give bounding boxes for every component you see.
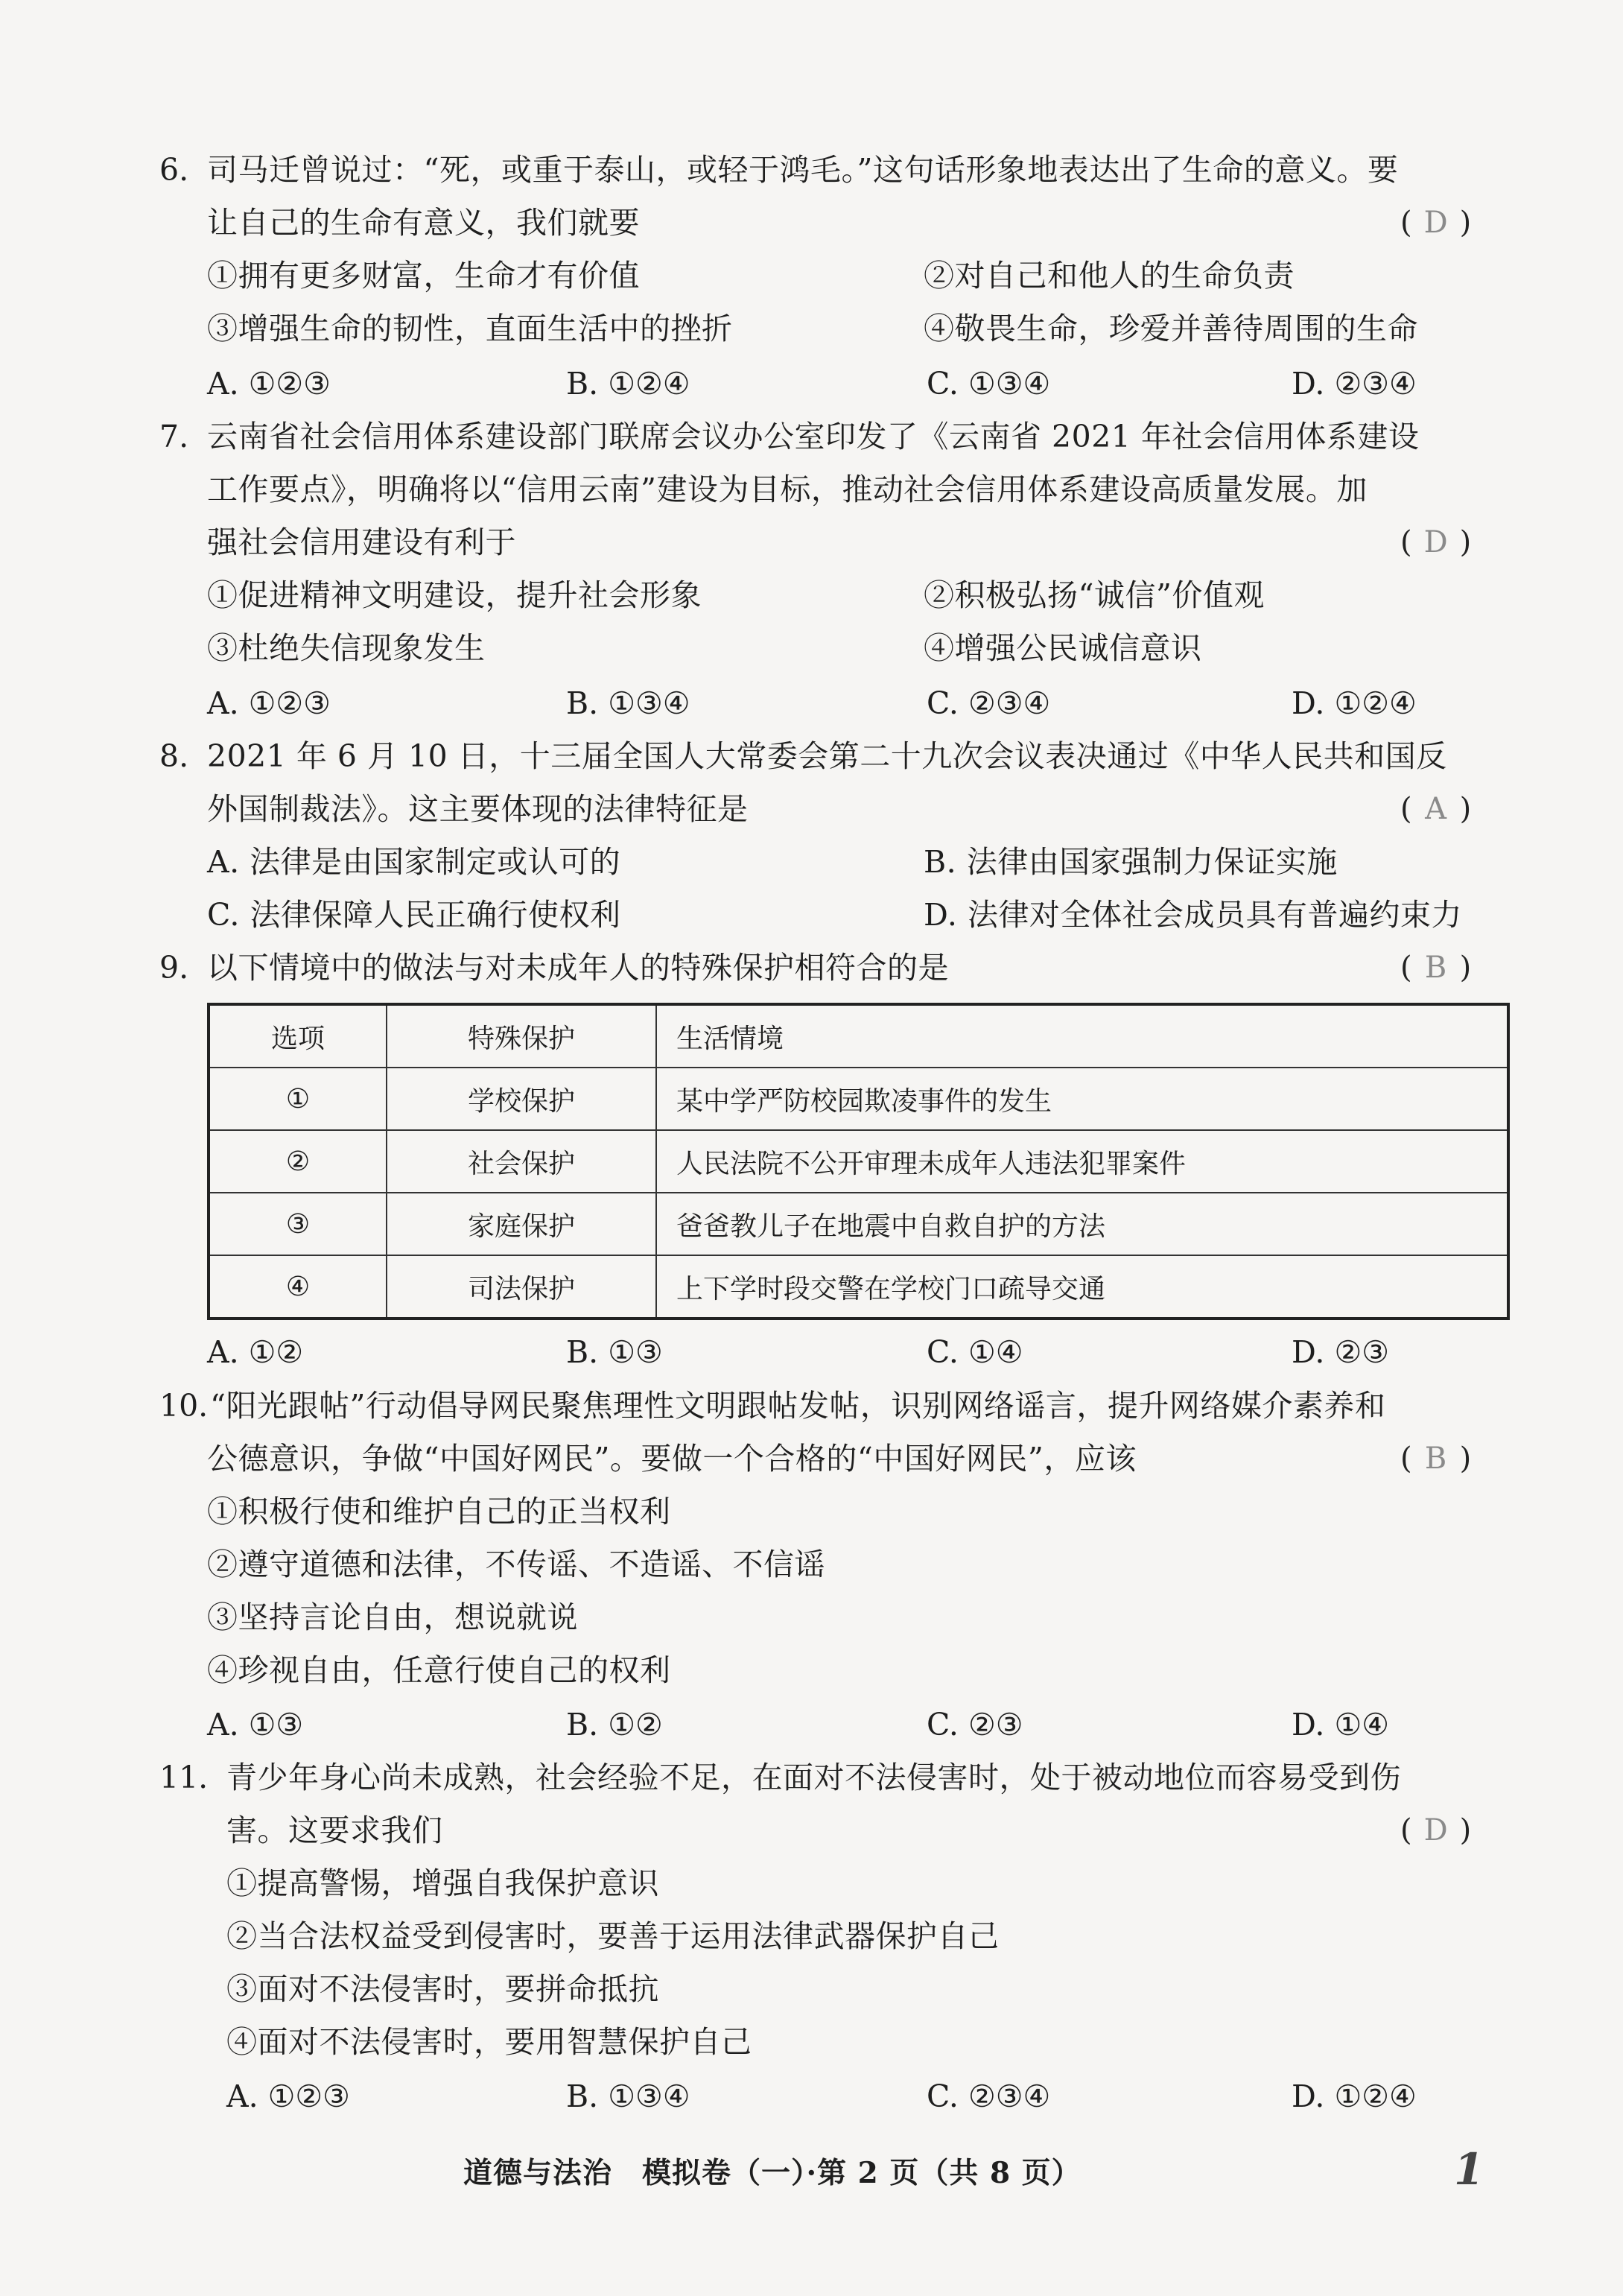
question-11-statement-4: ④面对不法侵害时，要用智慧保护自己 [226,2024,752,2060]
answer-letter: B [1424,951,1447,985]
question-11-statement-2: ②当合法权益受到侵害时，要善于运用法律武器保护自己 [226,1918,1000,1954]
question-10-choice-b: B. ①② [566,1707,663,1742]
question-11-choice-c: C. ②③④ [927,2078,1051,2114]
table-row [209,1130,1508,1193]
question-9-choice-c: C. ①④ [927,1334,1023,1370]
question-10-statement-4: ④珍视自由，任意行使自己的权利 [207,1652,671,1688]
question-9-answer: ( B ) [1400,951,1472,985]
question-10-statement-3: ③坚持言论自由，想说就说 [207,1599,578,1635]
question-6-answer: ( D ) [1400,206,1472,240]
question-8-stem-line-1: 2021 年 6 月 10 日，十三届全国人大常委会第二十九次会议表决通过《中华人民共和国反 [207,738,1447,774]
answer-letter: D [1423,525,1448,559]
question-6-choice-b: B. ①②④ [566,366,690,402]
question-7-choice-b: B. ①③④ [566,685,690,721]
question-9-choice-b: B. ①③ [566,1334,663,1370]
table-cell: 人民法院不公开审理未成年人违法犯罪案件 [656,1130,1508,1193]
question-6-statement-1: ①拥有更多财富，生命才有价值 [207,258,640,294]
question-9-stem-line-1: 以下情境中的做法与对未成年人的特殊保护相符合的是 [207,950,949,986]
table-cell: 学校保护 [387,1068,656,1130]
question-9-choice-a: A. ①② [207,1334,304,1370]
question-10-stem-line-2: 公德意识，争做“中国好网民”。要做一个合格的“中国好网民”，应该 [207,1441,1137,1477]
question-10-statement-2: ②遵守道德和法律，不传谣、不造谣、不信谣 [207,1547,825,1582]
table-cell: ④ [209,1255,387,1319]
question-7-stem-line-1: 云南省社会信用体系建设部门联席会议办公室印发了《云南省 2021 年社会信用体系建设 [207,419,1420,454]
protection-table [207,1003,1510,1320]
table-cell: 社会保护 [387,1130,656,1193]
table-header-row [209,1004,1508,1068]
table-cell: ③ [209,1193,387,1255]
question-6-choice-a: A. ①②③ [207,366,331,402]
table-header-cell: 特殊保护 [387,1004,656,1068]
question-7-statement-2: ②积极弘扬“诚信”价值观 [924,577,1265,613]
question-8-number: 8. [159,738,189,774]
table-row [209,1193,1508,1255]
table-header-cell: 生活情境 [656,1004,1508,1068]
question-7-choice-d: D. ①②④ [1292,685,1417,721]
answer-letter: D [1423,206,1448,240]
question-7-stem-line-3: 强社会信用建设有利于 [207,524,516,560]
question-6-number: 6. [159,152,189,188]
question-11-choice-d: D. ①②④ [1292,2078,1417,2114]
question-11-answer: ( D ) [1400,1813,1472,1848]
question-8-option-a: A. 法律是由国家制定或认可的 [207,844,621,880]
question-11-statement-3: ③面对不法侵害时，要拼命抵抗 [226,1971,659,2007]
question-11-stem-line-2: 害。这要求我们 [226,1813,443,1848]
question-6-stem-line-2: 让自己的生命有意义，我们就要 [207,205,640,241]
question-7-choice-a: A. ①②③ [207,685,331,721]
question-9-number: 9. [159,950,189,986]
question-8-answer: ( A ) [1400,792,1472,826]
table-header-cell: 选项 [209,1004,387,1068]
table-cell: 某中学严防校园欺凌事件的发生 [656,1068,1508,1130]
question-10-choice-c: C. ②③ [927,1707,1023,1742]
question-10-choice-a: A. ①③ [207,1707,304,1742]
question-10-stem-line-1: “阳光跟帖”行动倡导网民聚焦理性文明跟帖发帖，识别网络谣言，提升网络媒介素养和 [210,1388,1386,1424]
table-cell: 上下学时段交警在学校门口疏导交通 [656,1255,1508,1319]
question-6-choice-c: C. ①③④ [927,366,1051,402]
question-7-statement-3: ③杜绝失信现象发生 [207,630,486,666]
table-row [209,1255,1508,1319]
question-10-number: 10. [159,1388,209,1424]
table-cell: 爸爸教儿子在地震中自救自护的方法 [656,1193,1508,1255]
question-11-choice-b: B. ①③④ [566,2078,690,2114]
question-10-choice-d: D. ①④ [1292,1707,1389,1742]
question-11-statement-1: ①提高警惕，增强自我保护意识 [226,1865,659,1901]
table-cell: ① [209,1068,387,1130]
answer-letter: D [1423,1813,1448,1848]
question-8-option-c: C. 法律保障人民正确行使权利 [207,897,621,933]
question-10-statement-1: ①积极行使和维护自己的正当权利 [207,1494,671,1529]
table-row [209,1068,1508,1130]
question-11-choice-a: A. ①②③ [226,2078,350,2114]
question-11-stem-line-1: 青少年身心尚未成熟，社会经验不足，在面对不法侵害时，处于被动地位而容易受到伤 [226,1760,1401,1795]
page-mark: 1 [1454,2144,1484,2195]
question-6-statement-2: ②对自己和他人的生命负责 [924,258,1295,294]
question-9-choice-d: D. ②③ [1292,1334,1389,1370]
question-6-choice-d: D. ②③④ [1292,366,1417,402]
answer-letter: A [1425,792,1447,826]
question-8-stem-line-2: 外国制裁法》。这主要体现的法律特征是 [207,791,749,827]
table-cell: 司法保护 [387,1255,656,1319]
question-7-stem-line-2: 工作要点》，明确将以“信用云南”建设为目标，推动社会信用体系建设高质量发展。加 [207,472,1368,507]
question-10-answer: ( B ) [1400,1442,1472,1476]
table-cell: 家庭保护 [387,1193,656,1255]
question-6-statement-4: ④敬畏生命，珍爱并善待周围的生命 [924,311,1418,346]
question-11-number: 11. [159,1760,209,1795]
question-7-number: 7. [159,419,189,454]
answer-letter: B [1424,1442,1447,1476]
table-cell: ② [209,1130,387,1193]
question-7-statement-4: ④增强公民诚信意识 [924,630,1202,666]
question-7-choice-c: C. ②③④ [927,685,1051,721]
question-8-option-d: D. 法律对全体社会成员具有普遍约束力 [924,897,1462,933]
question-7-answer: ( D ) [1400,525,1472,559]
question-6-stem-line-1: 司马迁曾说过：“死，或重于泰山，或轻于鸿毛。”这句话形象地表达出了生命的意义。要 [207,152,1399,188]
question-8-option-b: B. 法律由国家强制力保证实施 [924,844,1338,880]
page-footer: 道德与法治 模拟卷（一）·第 2 页（共 8 页） [463,2156,1082,2190]
question-6-statement-3: ③增强生命的韧性，直面生活中的挫折 [207,311,733,346]
question-7-statement-1: ①促进精神文明建设，提升社会形象 [207,577,702,613]
